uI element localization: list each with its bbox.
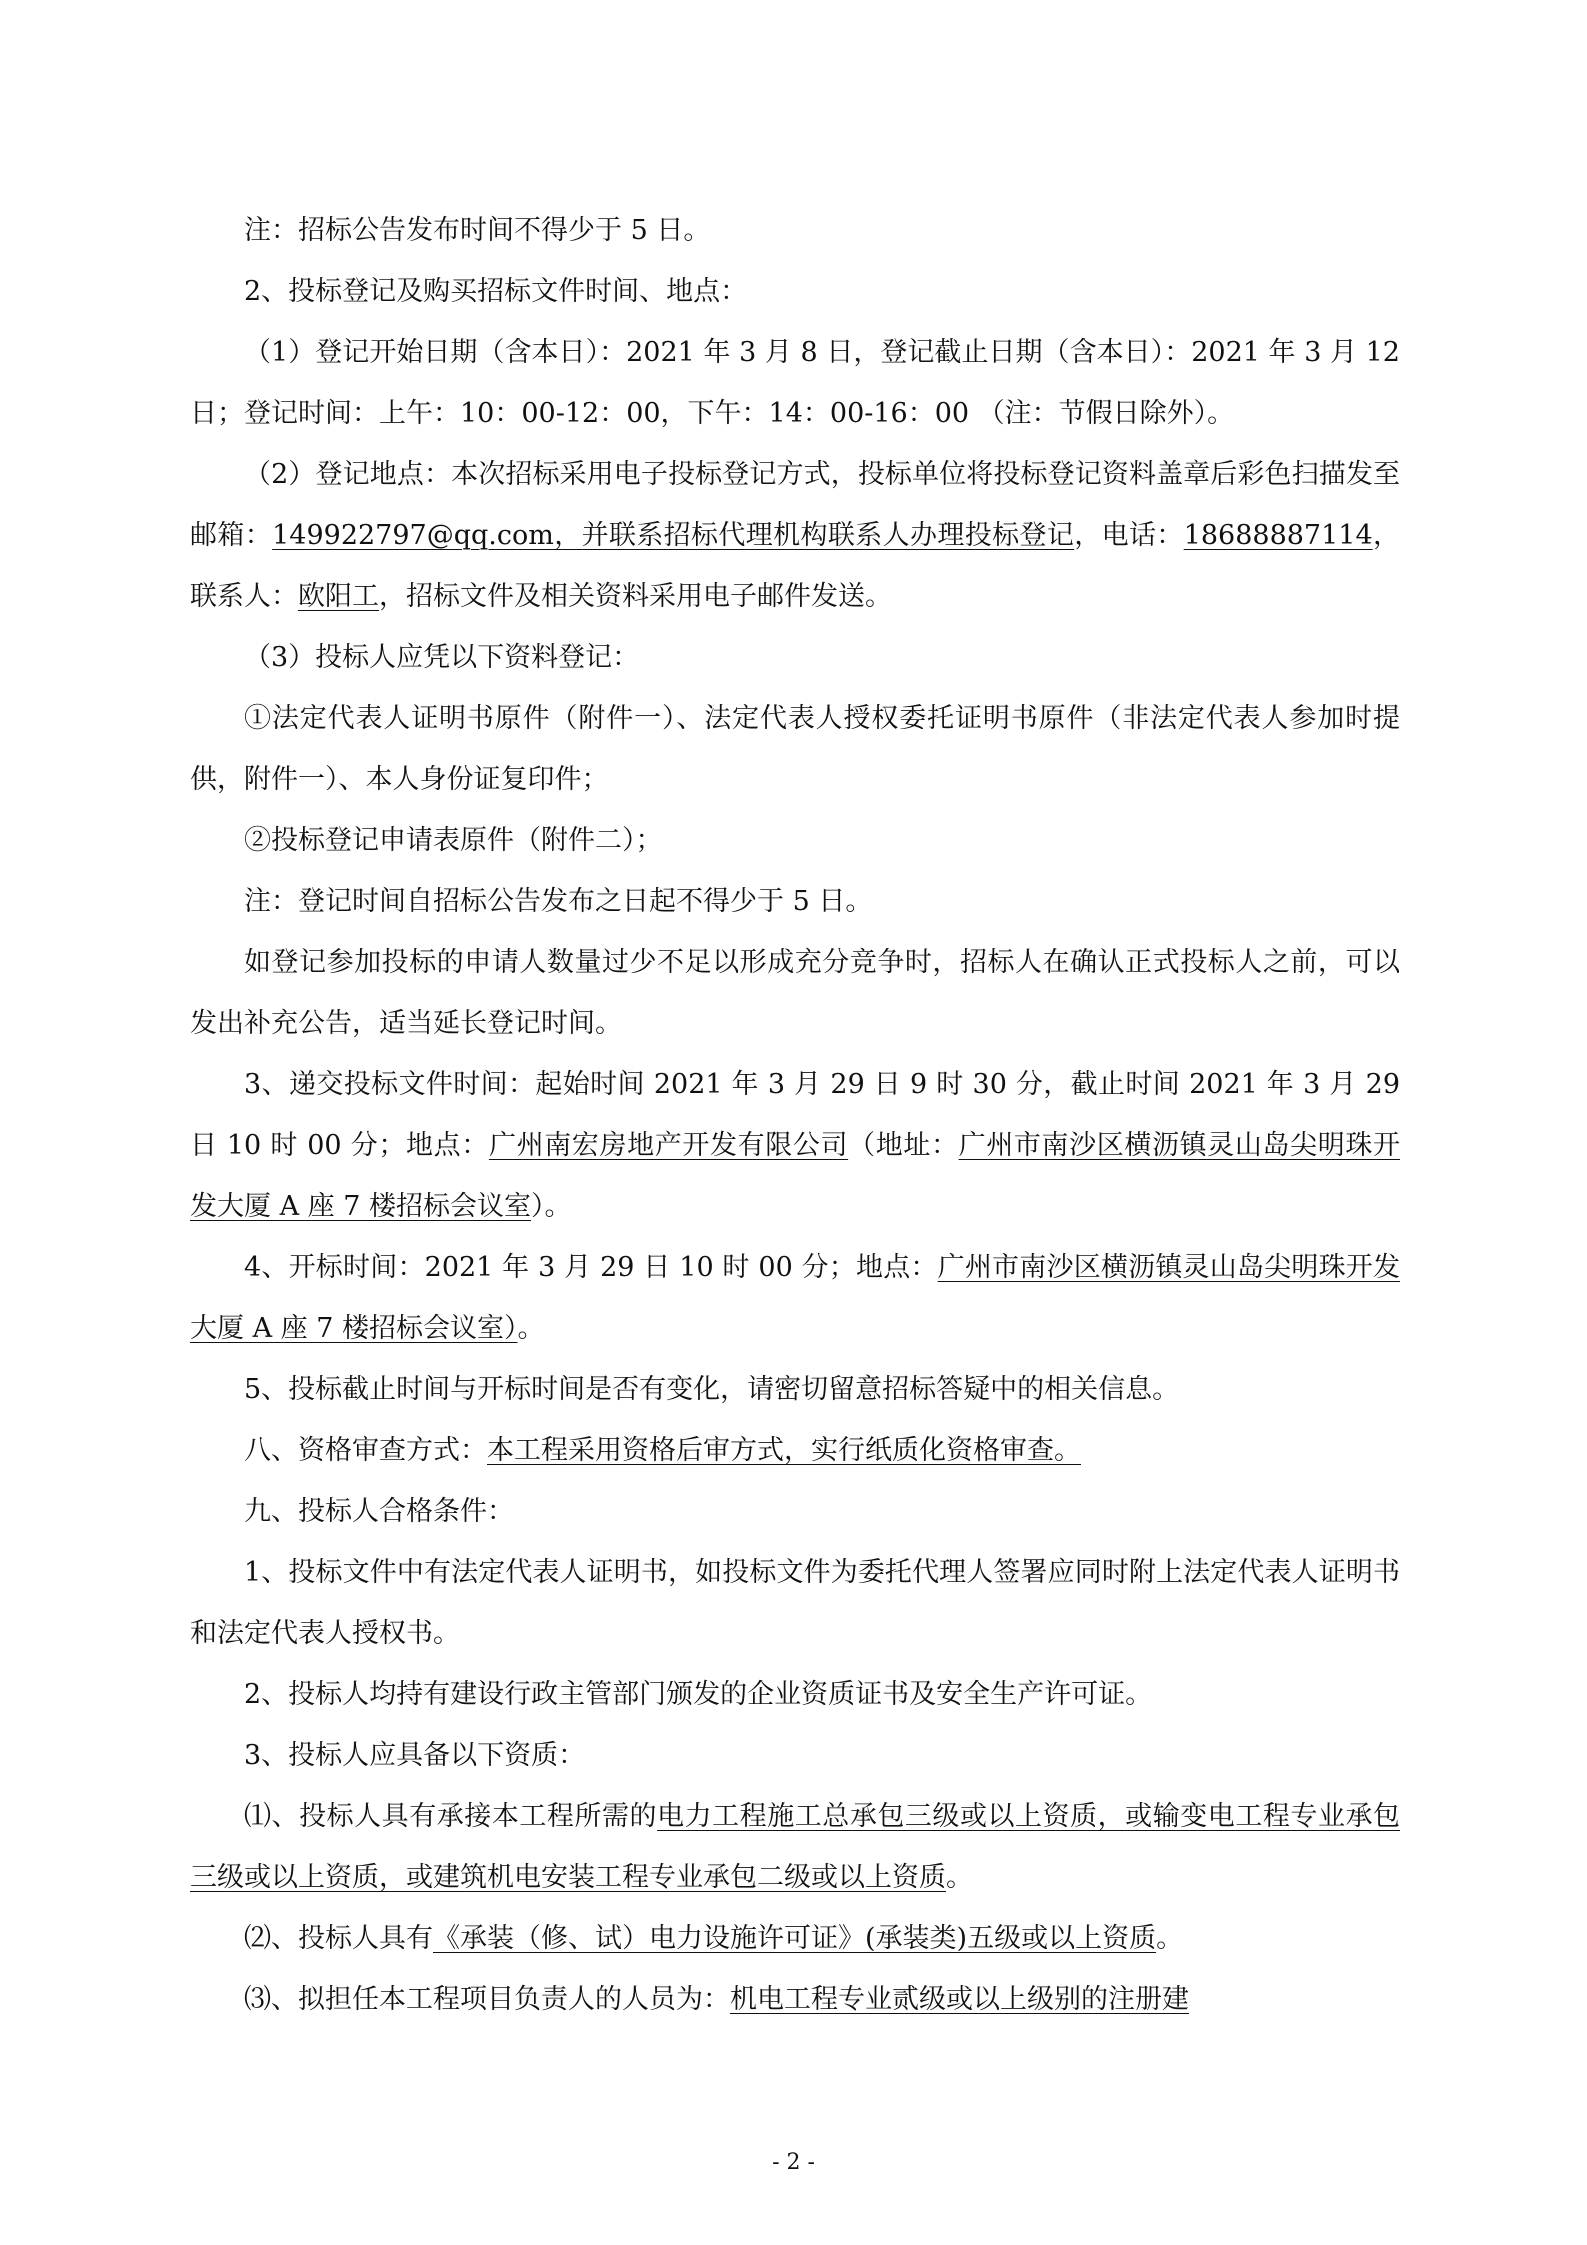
text-segment: ，电话： — [1074, 520, 1184, 551]
paragraph — [190, 1481, 1400, 1542]
text-segment: （1）登记开始日期（含本日）：2021 年 3 月 8 日，登记截止日期（含本日）：2021 年 3 月 12 日；登记时间：上午：10：00-12：00，下午：14：00-16：00 （注：节假日除外）。 — [190, 337, 1400, 429]
text-segment: 3、投标人应具备以下资质： — [244, 1740, 586, 1771]
paragraph — [190, 200, 1400, 261]
underlined-text: 149922797@qq.com，并联系招标代理机构联系人办理投标登记 — [272, 520, 1075, 551]
text-segment: ⑴、投标人具有承接本工程所需的 — [244, 1801, 658, 1832]
paragraph — [190, 1054, 1400, 1237]
text-segment: 注：登记时间自招标公告发布之日起不得少于 5 日。 — [244, 886, 873, 917]
text-segment: （2）登记地点：本次招标采用电子投标登记方式，投标单位将投标登记资料盖章后彩色扫描发至邮箱： — [190, 459, 1400, 551]
paragraph — [190, 932, 1400, 1054]
underlined-text: 广州市南沙区横沥镇灵山岛尖明珠开发大厦 A 座 7 楼招标会议室 — [190, 1130, 1401, 1222]
paragraph — [190, 1237, 1400, 1359]
text-segment: 注：招标公告发布时间不得少于 5 日。 — [244, 215, 711, 246]
page-number: - 2 - — [772, 2150, 815, 2175]
paragraph — [190, 444, 1400, 627]
underlined-text: 机电工程专业贰级或以上级别的注册建 — [730, 1984, 1189, 2015]
underlined-text: 广州南宏房地产开发有限公司 — [488, 1130, 849, 1161]
text-segment: 。 — [517, 1313, 545, 1344]
text-segment: 1、投标文件中有法定代表人证明书，如投标文件为委托代理人签署应同时附上法定代表人证明书和法定代表人授权书。 — [190, 1557, 1400, 1649]
underlined-text: 欧阳工 — [298, 581, 379, 612]
paragraph — [190, 871, 1400, 932]
text-segment: ①法定代表人证明书原件（附件一）、法定代表人授权委托证明书原件（非法定代表人参加时提供，附件一）、本人身份证复印件； — [190, 703, 1400, 795]
text-segment: （3）投标人应凭以下资料登记： — [244, 642, 640, 673]
paragraph — [190, 1664, 1400, 1725]
text-segment: 4、开标时间：2021 年 3 月 29 日 10 时 00 分；地点： — [244, 1252, 938, 1283]
text-segment: 如登记参加投标的申请人数量过少不足以形成充分竞争时，招标人在确认正式投标人之前，可以发出补充公告，适当延长登记时间。 — [190, 947, 1400, 1039]
text-segment: ②投标登记申请表原件（附件二）； — [244, 825, 663, 856]
paragraph — [190, 261, 1400, 322]
document-body — [190, 200, 1400, 2030]
text-segment: 九、投标人合格条件： — [244, 1496, 514, 1527]
underlined-text: 18688887114 — [1183, 520, 1373, 551]
paragraph — [190, 810, 1400, 871]
underlined-text: 本工程采用资格后审方式，实行纸质化资格审查。 — [487, 1435, 1081, 1466]
paragraph — [190, 1542, 1400, 1664]
text-segment: ）。 — [531, 1191, 572, 1222]
paragraph — [190, 322, 1400, 444]
paragraph — [190, 1420, 1400, 1481]
text-segment: ⑵、投标人具有 — [244, 1923, 433, 1954]
text-segment: 2、投标人均持有建设行政主管部门颁发的企业资质证书及安全生产许可证。 — [244, 1679, 1153, 1710]
text-segment: ，联系人： — [190, 520, 1401, 612]
text-segment: （地址： — [848, 1130, 959, 1161]
paragraph — [190, 1725, 1400, 1786]
text-segment: ，招标文件及相关资料采用电子邮件发送。 — [379, 581, 892, 612]
text-segment: 3、递交投标文件时间：起始时间 2021 年 3 月 29 日 9 时 30 分，截止时间 2021 年 3 月 29 日 10 时 00 分；地点： — [190, 1069, 1400, 1161]
paragraph — [190, 1969, 1400, 2030]
text-segment: 。 — [1156, 1923, 1184, 1954]
paragraph — [190, 688, 1400, 810]
paragraph — [190, 627, 1400, 688]
text-segment: 。 — [946, 1862, 973, 1893]
paragraph — [190, 1786, 1400, 1908]
underlined-text: 《承装（修、试）电力设施许可证》(承装类)五级或以上资质 — [433, 1923, 1157, 1954]
text-segment: 5、投标截止时间与开标时间是否有变化，请密切留意招标答疑中的相关信息。 — [244, 1374, 1180, 1405]
underlined-text: 电力工程施工总承包三级或以上资质，或输变电工程专业承包三级或以上资质，或建筑机电安装工程专业承包二级或以上资质 — [190, 1801, 1401, 1893]
text-segment: 八、资格审查方式： — [244, 1435, 487, 1466]
paragraph — [190, 1359, 1400, 1420]
text-segment: ⑶、拟担任本工程项目负责人的人员为： — [244, 1984, 730, 2015]
text-segment: 2、投标登记及购买招标文件时间、地点： — [244, 276, 748, 307]
underlined-text: 广州市南沙区横沥镇灵山岛尖明珠开发大厦 A 座 7 楼招标会议室） — [190, 1252, 1400, 1344]
paragraph — [190, 1908, 1400, 1969]
